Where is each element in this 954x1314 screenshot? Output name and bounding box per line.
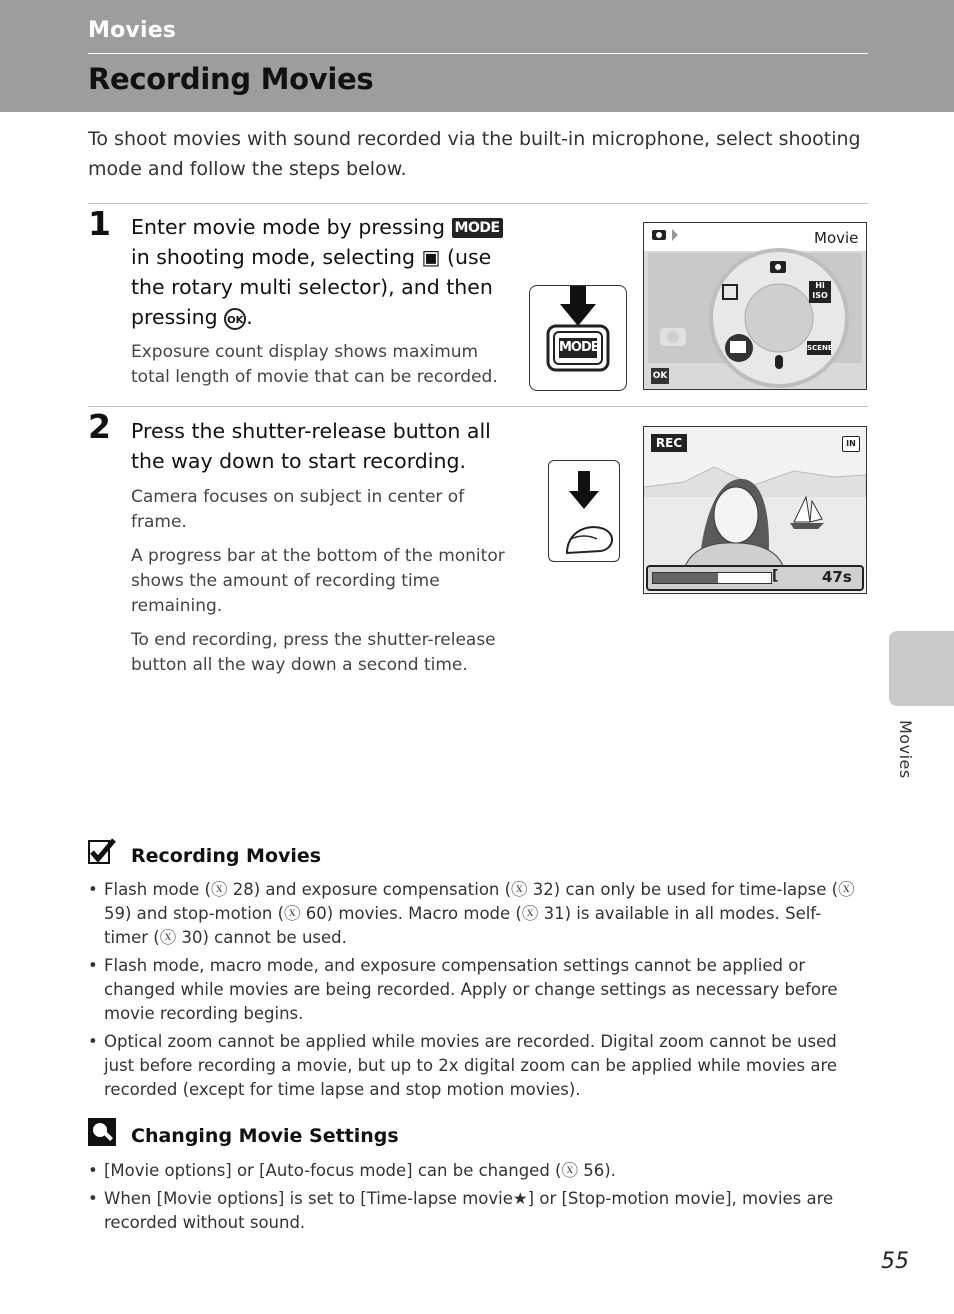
- rotary-selector-graphic: [644, 223, 866, 389]
- scene-icon: SCENE: [807, 341, 831, 355]
- step-1-number: 1: [88, 204, 111, 243]
- finger-press-icon: [549, 461, 619, 561]
- recording-movies-list: [88, 878, 858, 1106]
- mode-key-glyph: MODE: [452, 218, 503, 238]
- ok-button-icon: OK: [224, 308, 246, 330]
- intro-paragraph: To shoot movies with sound recorded via the built-in microphone, select shooting mode and follow the steps below.: [88, 128, 861, 180]
- page-number: 55: [881, 1249, 909, 1274]
- step-2-note: Camera focuses on subject in center of frame.: [131, 487, 465, 532]
- list-item: • When [Movie options] is set to [Time-lapse movie★] or [Stop-motion movie], movies are recorded without sound.: [88, 1187, 868, 1235]
- section-title: Movies: [88, 18, 177, 43]
- ok-icon: OK: [651, 368, 669, 384]
- screen-title: Movie: [814, 229, 859, 247]
- recording-progress-fill: [653, 573, 718, 583]
- list-item: • Flash mode (ⓧ 28) and exposure compensation (ⓧ 32) can only be used for time-lapse (ⓧ 59) and stop-motion (ⓧ 60) movies. Macro mode (ⓧ 31) is available in all modes. Self-timer (ⓧ 30) cannot be used.: [88, 878, 858, 950]
- time-remaining: 47s: [822, 568, 852, 586]
- recording-screen: [643, 426, 867, 594]
- changing-settings-list: [88, 1159, 868, 1239]
- shutter-button-illustration: [548, 460, 620, 562]
- rec-indicator: REC: [651, 434, 687, 452]
- movie-camera-icon: ▣: [421, 245, 441, 269]
- step-2-number: 2: [88, 407, 111, 446]
- step-1-note: Exposure count display shows maximum total length of movie that can be recorded.: [131, 342, 498, 387]
- step-divider: [88, 406, 868, 407]
- progress-end-bracket: [: [772, 568, 779, 584]
- step-1-heading-text-a: Enter movie mode by pressing: [131, 215, 445, 239]
- step-2-note: A progress bar at the bottom of the monitor shows the amount of recording time remaining.: [131, 546, 505, 616]
- page-title: Recording Movies: [88, 62, 374, 96]
- list-item: • Flash mode, macro mode, and exposure compensation settings cannot be applied or changed while movies are being recorded. Apply or change settings as necessary before movie recording begins.: [88, 954, 858, 1026]
- list-item: • Optical zoom cannot be applied while movies are recorded. Digital zoom cannot be used just before recording a movie, but up to 2x digital zoom can be applied while movies are recorded (except for time lapse and stop motion movies).: [88, 1030, 858, 1102]
- step-2-heading: Press the shutter-release button all the way down to start recording.: [131, 419, 491, 473]
- recording-progress-track: [652, 572, 772, 584]
- step-divider: [88, 203, 868, 204]
- note-title-changing-movie-settings: Changing Movie Settings: [131, 1125, 399, 1147]
- mode-button-label: MODE: [559, 338, 597, 358]
- check-icon: [88, 838, 116, 866]
- recording-status-bar: [646, 565, 864, 591]
- header-divider: [88, 53, 868, 54]
- note-title-recording-movies: Recording Movies: [131, 845, 322, 867]
- step-2-note: To end recording, press the shutter-release button all the way down a second time.: [131, 630, 496, 675]
- movie-selector-screen: [643, 222, 867, 390]
- step-1-heading-end: .: [246, 305, 253, 329]
- hi-iso-icon: Hi ISO: [809, 281, 831, 303]
- mode-button-illustration: [529, 285, 627, 391]
- info-icon: [88, 1118, 116, 1146]
- step-1-heading-text-c: (use the rotary multi selector), and then pressing: [131, 245, 493, 329]
- page-header: [0, 0, 954, 112]
- internal-memory-icon: IN: [842, 436, 860, 452]
- chapter-tab: [889, 631, 954, 706]
- list-item: • [Movie options] or [Auto-focus mode] can be changed (ⓧ 56).: [88, 1159, 868, 1183]
- step-1-heading: [131, 212, 516, 332]
- step-1-heading-text-b: in shooting mode, selecting: [131, 245, 415, 269]
- chapter-tab-label: Movies: [896, 720, 915, 779]
